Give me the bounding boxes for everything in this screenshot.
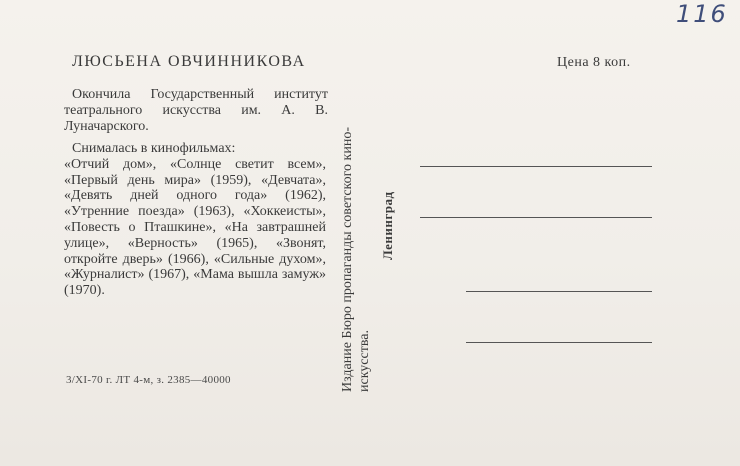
biography-text: Окончила Государственный институт театрального искусства им. А. В. Луначарского. xyxy=(64,87,328,134)
address-line xyxy=(466,342,652,343)
price-label: Цена 8 коп. xyxy=(557,55,631,70)
actress-name: ЛЮСЬЕНА ОВЧИННИКОВА xyxy=(72,53,306,70)
filmography-list: «Отчий дом», «Солнце светит всем», «Первый день мира» (1959), «Девчата», «Девять дней одного года» (1962), «Утренние поезда» (1963), «Хоккеисты», «Повесть о Пташкине», «На завтрашней улице», «Верность» (1965), «Звонят, откройте дверь» (1966), «Сильные духом», «Журналист» (1967), «Мама вышла замуж» (1970). xyxy=(64,156,326,299)
print-info: 3/XI-70 г. ЛТ 4-м, з. 2385—40000 xyxy=(66,374,231,386)
filmography-heading: Снималась в кинофильмах: xyxy=(72,141,236,156)
address-line xyxy=(466,291,652,292)
publisher-line-1: Издание Бюро пропаганды советского кино- xyxy=(340,127,355,392)
publisher-imprint xyxy=(339,52,373,392)
filmography xyxy=(64,141,326,299)
handwritten-number: 116 xyxy=(676,0,728,28)
address-line xyxy=(420,217,652,218)
publisher-line-2: искусства. xyxy=(357,330,372,392)
publisher-city: Ленинград xyxy=(380,191,395,260)
address-line xyxy=(420,166,652,167)
